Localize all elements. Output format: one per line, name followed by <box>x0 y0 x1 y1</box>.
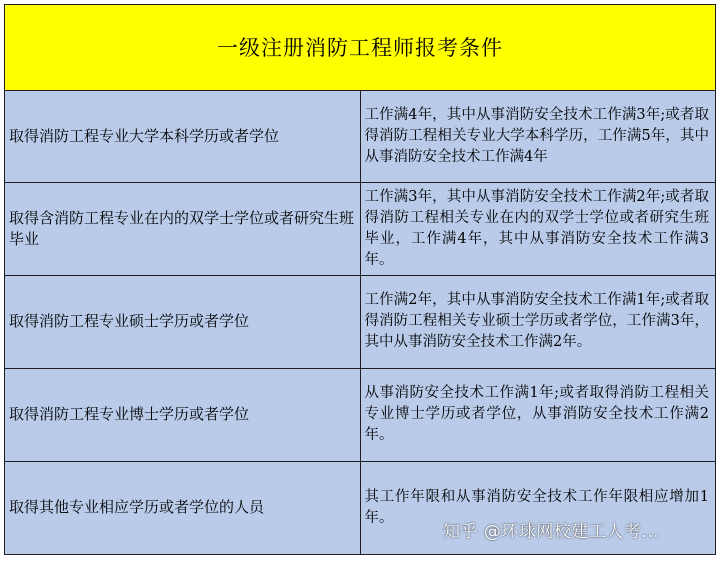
requirement-cell: 工作满2年，其中从事消防安全技术工作满1年;或者取得消防工程相关专业硕士学历或者学位，工作满3年，其中从事消防安全技术工作满2年。 <box>360 275 716 368</box>
condition-cell: 取得消防工程专业博士学历或者学位 <box>5 368 361 461</box>
table-row <box>5 368 716 461</box>
title-row <box>5 5 716 91</box>
requirement-cell: 其工作年限和从事消防安全技术工作年限相应增加1年。 <box>360 461 716 554</box>
condition-cell: 取得其他专业相应学历或者学位的人员 <box>5 461 361 554</box>
condition-cell: 取得消防工程专业硕士学历或者学位 <box>5 275 361 368</box>
requirement-cell: 工作满4年，其中从事消防安全技术工作满3年;或者取得消防工程相关专业大学本科学历，工作满5年，其中从事消防安全技术工作满4年 <box>360 90 716 182</box>
table-row <box>5 182 716 275</box>
condition-cell: 取得含消防工程专业在内的双学士学位或者研究生班毕业 <box>5 182 361 275</box>
requirement-cell: 从事消防安全技术工作满1年;或者取得消防工程相关专业博士学历或者学位，从事消防安全技术工作满2年。 <box>360 368 716 461</box>
condition-cell: 取得消防工程专业大学本科学历或者学位 <box>5 90 361 182</box>
table-title: 一级注册消防工程师报考条件 <box>5 5 716 91</box>
table-row <box>5 90 716 182</box>
requirements-table <box>4 4 716 555</box>
requirement-cell: 工作满3年，其中从事消防安全技术工作满2年;或者取得消防工程相关专业在内的双学士学位或者研究生班毕业，工作满4年，其中从事消防安全技术工作满3年。 <box>360 182 716 275</box>
table-row <box>5 275 716 368</box>
watermark: 知乎 @环球网校建工人考... <box>443 522 660 542</box>
